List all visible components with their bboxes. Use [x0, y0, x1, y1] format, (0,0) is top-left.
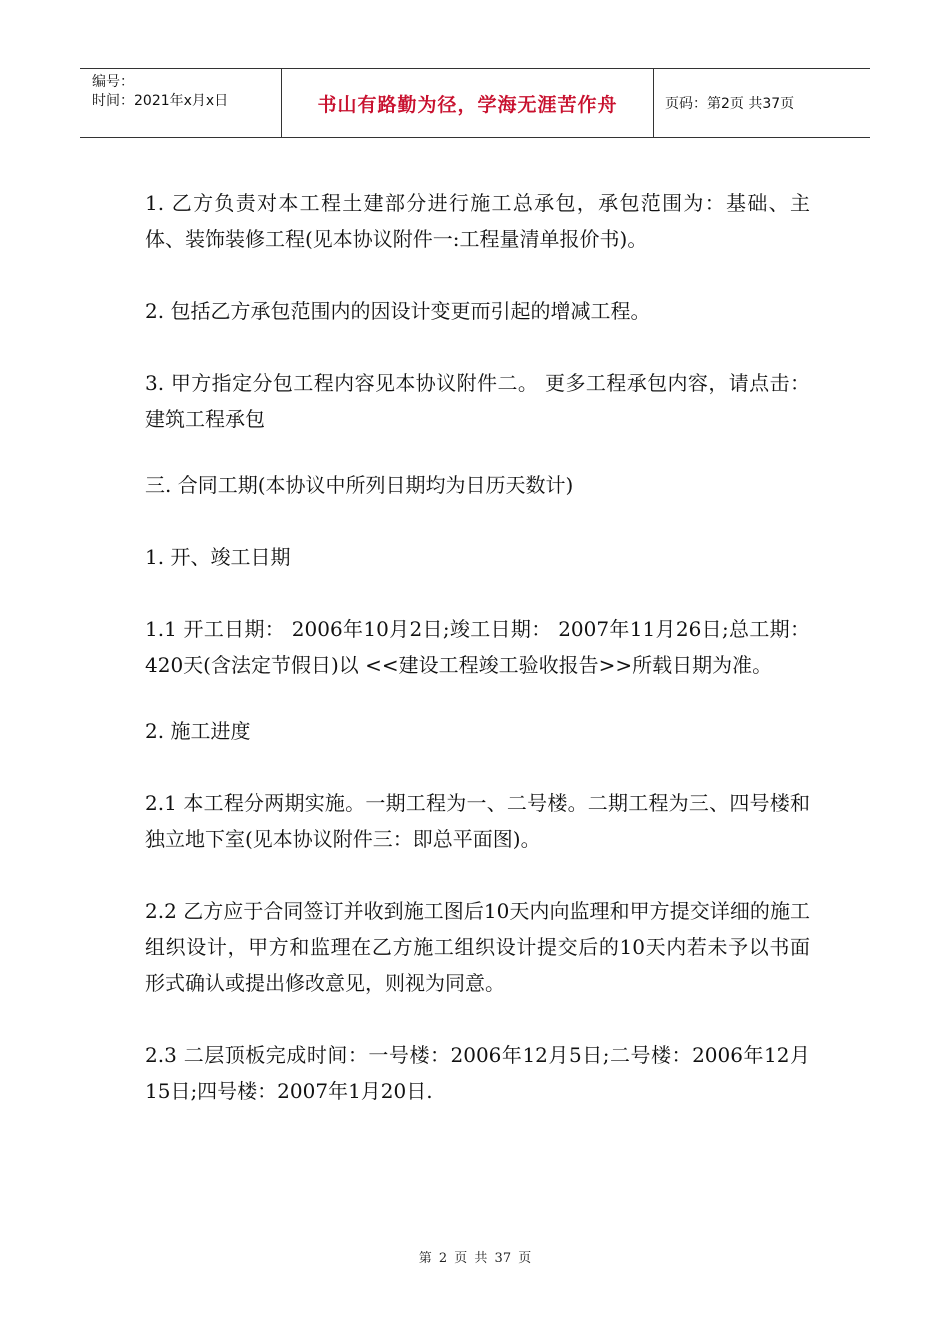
section-heading-3: 三. 合同工期(本协议中所列日期均为日历天数计) — [145, 473, 574, 497]
header-motto: 书山有路勤为径，学海无涯苦作舟 — [282, 69, 654, 137]
document-number-label: 编号： — [92, 74, 134, 90]
paragraph-2-2: 2.2 乙方应于合同签订并收到施工图后10天内向监理和甲方提交详细的施工组织设计，甲方和监理在乙方施工组织设计提交后的10天内若未予以书面形式确认或提出修改意见，则视为同意。 — [145, 899, 810, 995]
paragraph-2-3: 2.3 二层顶板完成时间：一号楼：2006年12月5日;二号楼：2006年12月15日;四号楼：2007年1月20日. — [145, 1043, 810, 1103]
paragraph-2: 2. 包括乙方承包范围内的因设计变更而引起的增减工程。 — [145, 299, 651, 323]
paragraph-1-1: 1.1 开工日期： 2006年10月2日;竣工日期： 2007年11月26日;总工期：420天(含法定节假日)以 <<建设工程竣工验收报告>>所载日期为准。 — [145, 617, 810, 677]
subheading-construction-progress: 2. 施工进度 — [145, 719, 251, 743]
paragraph-1: 1. 乙方负责对本工程土建部分进行施工总承包，承包范围为：基础、主体、装饰装修工程(见本协议附件一:工程量清单报价书)。 — [145, 191, 810, 251]
document-date-label: 时间：2021年x月x日 — [92, 93, 229, 109]
header-meta — [80, 69, 282, 137]
paragraph-3: 3. 甲方指定分包工程内容见本协议附件二。 更多工程承包内容，请点击：建筑工程承包 — [145, 371, 810, 431]
header-page-info: 页码：第2页 共37页 — [665, 96, 795, 112]
document-body — [145, 185, 810, 1145]
paragraph-2-1: 2.1 本工程分两期实施。一期工程为一、二号楼。二期工程为三、四号楼和独立地下室(见本协议附件三：即总平面图)。 — [145, 791, 810, 851]
page-footer: 第 2 页 共 37 页 — [418, 1251, 532, 1266]
subheading-start-end-dates: 1. 开、竣工日期 — [145, 545, 291, 569]
page-header — [80, 68, 870, 138]
